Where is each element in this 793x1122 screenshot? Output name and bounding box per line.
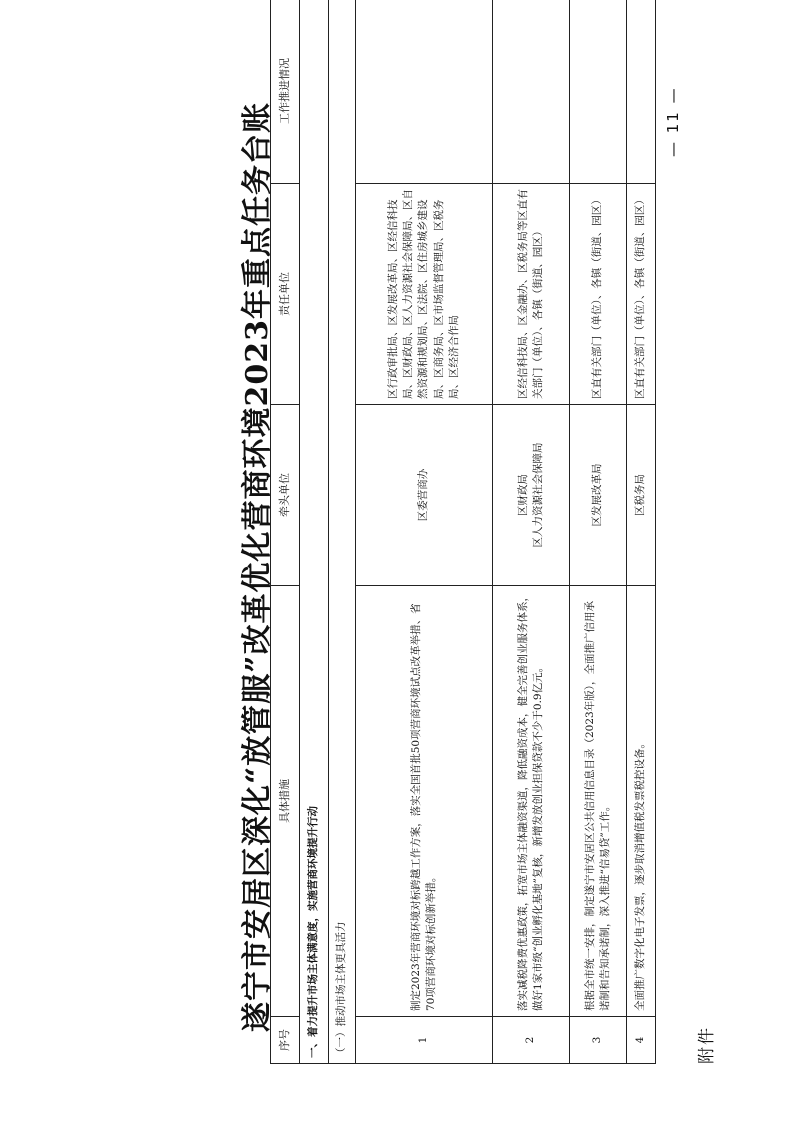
section-row [300, 0, 329, 1064]
table-row [493, 0, 570, 1064]
row-responsible: 区行政审批局、区发展改革局、区经信科技局、区财政局、区人力资源社会保障局、区自然资源和规划局、区法院、区住房城乡建设局、区商务局、区市场监督管理局、区税务局、区经济合作局 [356, 184, 493, 405]
header-seq: 序号 [271, 1017, 300, 1064]
row-progress [493, 0, 570, 184]
task-table [270, 0, 656, 1064]
subsection-title: （一）推动市场主体更具活力 [329, 0, 356, 1064]
row-seq: 1 [356, 1017, 493, 1064]
row-progress [627, 0, 656, 184]
row-seq: 2 [493, 1017, 570, 1064]
row-responsible: 区经信科技局、区金融办、区税务局等区直有关部门（单位）、各镇（街道、园区） [493, 184, 570, 405]
table-header-row [271, 0, 300, 1064]
row-lead: 区财政局 区人力资源社会保障局 [493, 405, 570, 586]
row-measure: 全面推广数字化电子发票，逐步取消增值税发票税控设备。 [627, 586, 656, 1017]
header-measure: 具体措施 [271, 586, 300, 1017]
table-row [570, 0, 627, 1064]
row-lead: 区税务局 [627, 405, 656, 586]
header-progress: 工作推进情况 [271, 0, 300, 184]
row-measure: 制定2023年营商环境对标跨越工作方案，落实全国首批50项营商环境试点改革举措、省70项营商环境对标创新举措。 [356, 586, 493, 1017]
header-responsible: 责任单位 [271, 184, 300, 405]
row-seq: 4 [627, 1017, 656, 1064]
subsection-row [329, 0, 356, 1064]
row-measure: 落实减税降费优惠政策，拓宽市场主体融资渠道，降低融资成本，健全完善创业服务体系，做好1家市级“创业孵化基地”复核，新增发放创业担保贷款不少于0.9亿元。 [493, 586, 570, 1017]
row-lead: 区委营商办 [356, 405, 493, 586]
page-number: — 11 — [664, 86, 682, 157]
table-row [356, 0, 493, 1064]
section-title: 一、着力提升市场主体满意度，实施营商环境提升行动 [300, 0, 329, 1064]
row-responsible: 区直有关部门（单位）、各镇（街道、园区） [570, 184, 627, 405]
header-lead: 牵头单位 [271, 405, 300, 586]
row-progress [570, 0, 627, 184]
row-seq: 3 [570, 1017, 627, 1064]
row-measure: 根据全市统一安排，制定遂宁市安居区公共信用信息目录（2023年版），全面推广信用承诺制和告知承诺制，深入推进“信易贷”工作。 [570, 586, 627, 1017]
row-responsible: 区直有关部门（单位）、各镇（街道、园区） [627, 184, 656, 405]
attachment-label: 附件 [697, 1026, 717, 1064]
row-progress [356, 0, 493, 184]
table-row [627, 0, 656, 1064]
page-title: 遂宁市安居区深化“放管服”改革优化营商环境2023年重点任务台账 [240, 101, 275, 1032]
row-lead: 区发展改革局 [570, 405, 627, 586]
